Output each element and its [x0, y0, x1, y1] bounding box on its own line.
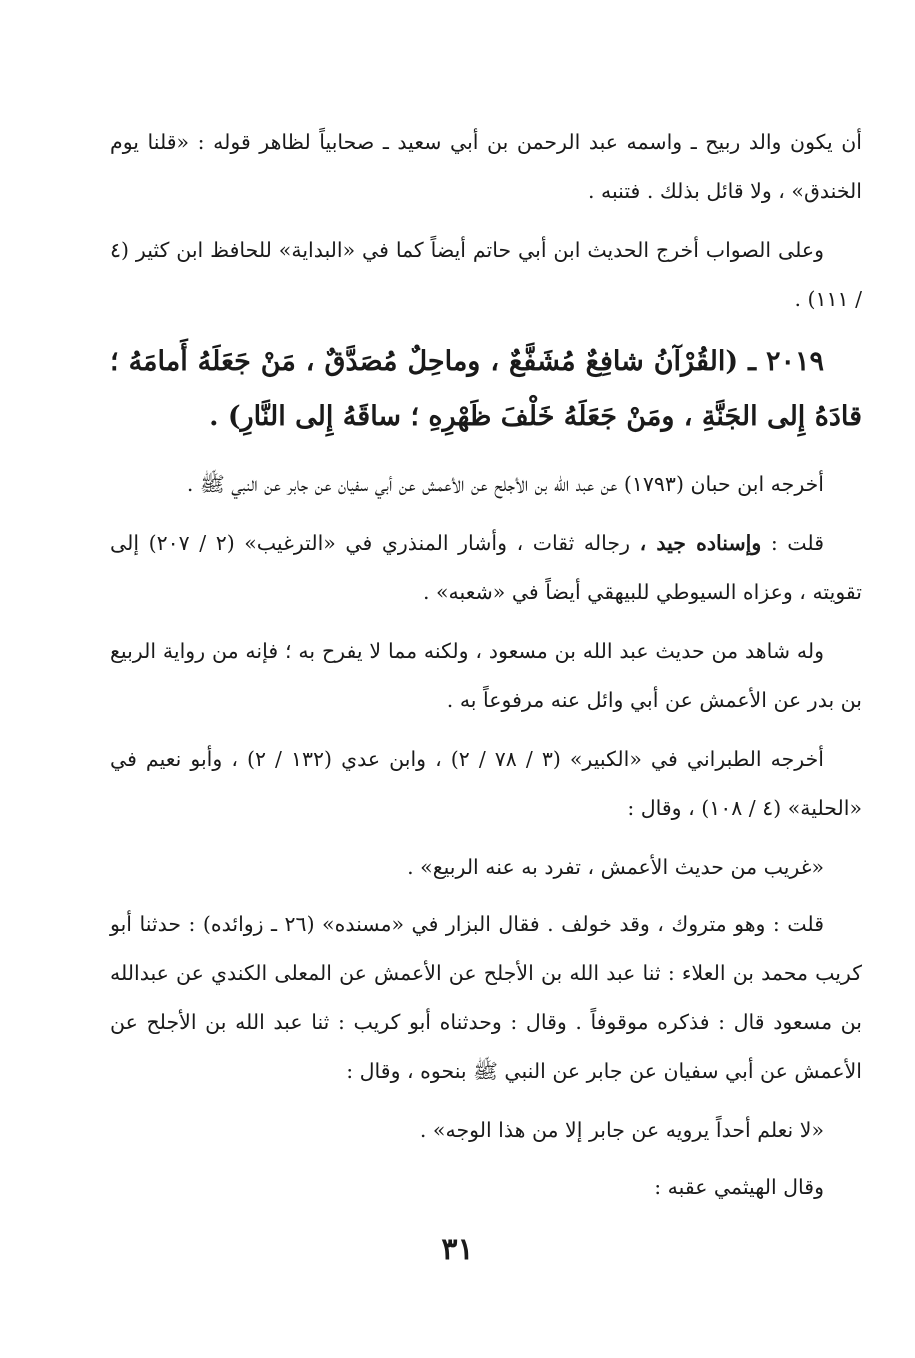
paragraph-haythami: وقال الهيثمي عقبه : [654, 1175, 824, 1199]
paragraph-tabarani: أخرجه الطبراني في «الكبير» (٣ / ٧٨ / ٢) ، وابن عدي (١٣٢ / ٢) ، وأبو نعيم في «الحلية» (٤ / ١٠٨) ، وقال : [110, 747, 862, 820]
paragraph-ibn-hibban: أخرجه ابن حبان (١٧٩٣) عن عبد الله بن الأجلح عن الأعمش عن أبي سفيان عن جابر عن النبي ﷺ . [186, 472, 824, 496]
paragraph-isnad-rest: رجاله ثقات ، وأشار المنذري في «الترغيب» (٢ / ٢٠٧) إلى تقويته ، وعزاه السيوطي للبيهقي أيضاً في «شعبه» . [110, 531, 862, 604]
paragraph-continuation: أن يكون والد ربيح ـ واسمه عبد الرحمن بن أبي سعيد ـ صحابياً لظاهر قوله : «قلنا يوم الخندق» ، ولا قائل بذلك . فتنبه . [110, 130, 862, 203]
paragraph-bazzar: قلت : وهو متروك ، وقد خولف . فقال البزار في «مسنده» (٢٦ ـ زوائده) : حدثنا أبو كريب محمد بن العلاء : ثنا عبد الله بن الأجلح عن الأعمش عن المعلى الكندي عن عبدالله بن مسعود قال : فذكره موقوفاً . وقال : وحدثناه أبو كريب : ثنا عبد الله بن الأجلح عن الأعمش عن أبي سفيان عن جابر عن النبي ﷺ بنحوه ، وقال : [110, 912, 862, 1083]
paragraph-isnad-prefix: قلت : [761, 531, 824, 555]
paragraph-isnad-bold: وإسناده جيد ، [639, 531, 762, 555]
paragraph-shahid: وله شاهد من حديث عبد الله بن مسعود ، ولكنه مما لا يفرح به ؛ فإنه من رواية الربيع بن بدر عن الأعمش عن أبي وائل عنه مرفوعاً به . [110, 639, 862, 712]
page-body [110, 118, 862, 1220]
paragraph-ibn-abi-hatim: وعلى الصواب أخرج الحديث ابن أبي حاتم أيضاً كما في «البداية» للحافظ ابن كثير (٤ / ١١١) . [110, 238, 862, 311]
hadith-heading: ٢٠١٩ ـ (القُرْآنُ شافِعٌ مُشَفَّعٌ ، وماحِلٌ مُصَدَّقٌ ، مَنْ جَعَلَهُ أَمامَهُ ؛ قادَهُ إِلى الجَنَّةِ ، ومَنْ جَعَلَهُ خَلْفَ ظَهْرِهِ ؛ ساقَهُ إِلى النَّارِ) . [110, 346, 862, 432]
quote-gharib: «غريب من حديث الأعمش ، تفرد به عنه الربيع» . [407, 855, 824, 879]
paragraph-isnad-judgement [110, 519, 862, 617]
page-number: ٣١ [441, 1232, 474, 1267]
quote-la-naalam: «لا نعلم أحداً يرويه عن جابر إلا من هذا الوجه» . [419, 1118, 824, 1142]
